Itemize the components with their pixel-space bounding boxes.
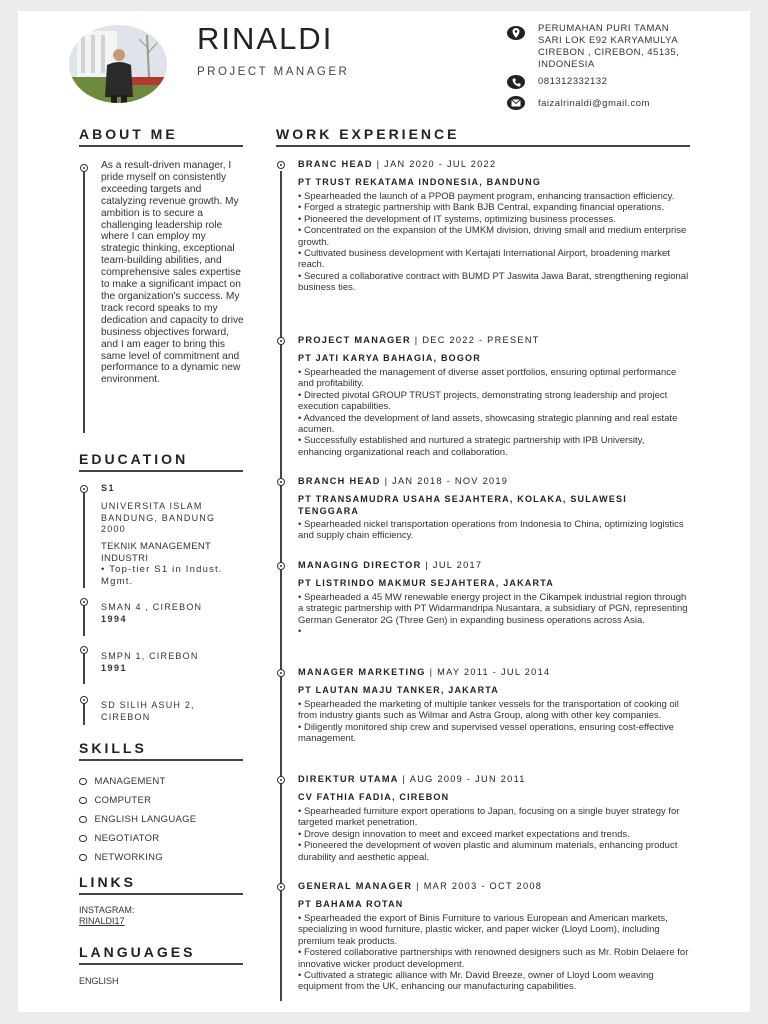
company-name: PT TRANSAMUDRA USAHA SEJAHTERA, KOLAKA, SULAWESI TENGGARA xyxy=(298,494,627,516)
address-line: SARI LOK E92 KARYAMULYA xyxy=(538,35,679,46)
job-bullet: • Forged a strategic partnership with Bank BJB Central, expanding financial operations. xyxy=(298,202,665,214)
job-description xyxy=(298,806,690,863)
separator: | xyxy=(416,881,420,891)
education-note: • Top-tier S1 in Indust. Mgmt. xyxy=(101,564,223,587)
skill-item xyxy=(79,791,196,810)
education-item xyxy=(101,602,202,626)
job-role: PROJECT MANAGER xyxy=(298,335,411,345)
job-header xyxy=(298,159,496,169)
skill-ring-icon xyxy=(79,797,87,805)
job-description xyxy=(298,699,690,745)
divider xyxy=(79,963,243,965)
job-role: MANAGER MARKETING xyxy=(298,667,426,677)
timeline-dot xyxy=(80,696,88,704)
timeline-line xyxy=(83,606,85,636)
divider xyxy=(79,893,243,895)
education-item xyxy=(101,651,199,675)
job-bullet: • Spearheaded the management of diverse asset portfolios, ensuring optimal performance and profitability. xyxy=(298,367,677,390)
timeline-dot xyxy=(277,562,285,570)
resume-page xyxy=(18,11,750,1012)
email-address[interactable]: faizalrinaldi@gmail.com xyxy=(538,98,650,109)
education-school: UNIVERSITA ISLAM BANDUNG, BANDUNG xyxy=(101,500,216,523)
skill-ring-icon xyxy=(79,835,87,843)
company-name: PT BAHAMA ROTAN xyxy=(298,899,404,909)
timeline-dot xyxy=(277,161,285,169)
education-item xyxy=(101,700,221,724)
job-bullet: • xyxy=(298,626,302,638)
timeline-dot xyxy=(80,646,88,654)
job-description xyxy=(298,519,690,542)
job-header xyxy=(298,335,540,345)
work-heading: WORK EXPERIENCE xyxy=(276,126,460,142)
job-bullet: • Pioneered the development of woven plastic and aluminum materials, enhancing product durability and aesthetic appeal. xyxy=(298,840,678,863)
address-line: CIREBON , CIREBON, 45135, xyxy=(538,47,680,58)
company-name: PT JATI KARYA BAHAGIA, BOGOR xyxy=(298,353,481,363)
address xyxy=(538,23,679,71)
job-bullet: • Secured a collaborative contract with BUMD PT Jaswita Jawa Barat, strengthening regional business ties. xyxy=(298,270,689,294)
skill-ring-icon xyxy=(79,854,87,862)
timeline-dot xyxy=(277,776,285,784)
education-item xyxy=(101,483,251,587)
skill-item xyxy=(79,772,196,791)
divider xyxy=(79,759,243,761)
education-level: S1 xyxy=(101,483,116,493)
job-bullet: • Concentrated on the expansion of the UMKM division, driving small and medium enterprise growth. xyxy=(298,225,687,248)
job-role: MANAGING DIRECTOR xyxy=(298,560,422,570)
timeline-dot xyxy=(277,669,285,677)
timeline-line xyxy=(280,171,282,1001)
job-header xyxy=(298,881,542,891)
job-bullet: • Spearheaded the export of Binis Furniture to various European and American markets, specializing in wood furniture, plastic wicker, and paper wicker (Lloyd Loom), including premium teak products. xyxy=(298,913,668,947)
about-heading: ABOUT ME xyxy=(79,126,178,142)
avatar xyxy=(69,25,167,103)
job-role: BRANCH HEAD xyxy=(298,476,381,486)
address-line: PERUMAHAN PURI TAMAN xyxy=(538,23,670,34)
skill-label: MANAGEMENT xyxy=(94,776,166,787)
job-bullet: • Diligently monitored ship crew and supervised vessel operations, ensuring cost-effective management. xyxy=(298,721,674,745)
job-bullet: • Fostered collaborative partnerships with renowned designers such as Mr. Robin Delaere for innovative wicker product development. xyxy=(298,947,689,970)
job-bullet: • Drove design innovation to meet and exceed market expectations and trends. xyxy=(298,828,630,840)
language-item: ENGLISH xyxy=(79,976,119,986)
job-bullet: • Spearheaded nickel transportation operations from Indonesia to China, optimizing logistics and supply chain efficiency. xyxy=(298,519,684,542)
divider xyxy=(79,470,243,472)
about-text: As a result-driven manager, I pride myself on consistently exceeding targets and catalyzing revenue growth. My ambition is to secure a challenging leadership role where I can employ my strategic thinking, exceptional team-building abilities, and comprehensive sales expertise to make a significant impact on the organization's success. My track record speaks to my dedication and capacity to drive business objectives forward, and I am eager to bring this same level of commitment and performance to a dynamic new environment. xyxy=(101,160,244,386)
company-name: PT TRUST REKATAMA INDONESIA, BANDUNG xyxy=(298,177,542,187)
skill-item xyxy=(79,829,196,848)
education-year: 2000 xyxy=(101,524,126,535)
education-school: SMAN 4 , CIREBON xyxy=(101,602,203,612)
timeline-line xyxy=(83,166,85,433)
job-header xyxy=(298,667,550,677)
job-bullet: • Spearheaded the launch of a PPOB payment program, enhancing transaction efficiency. xyxy=(298,191,675,202)
timeline-dot xyxy=(277,478,285,486)
separator: | xyxy=(384,476,389,486)
email-icon xyxy=(507,96,525,110)
skill-label: NEGOTIATOR xyxy=(94,833,160,844)
timeline-dot xyxy=(277,883,285,891)
separator: | xyxy=(425,560,430,570)
phone-icon xyxy=(507,75,525,89)
job-dates: JAN 2020 - JUL 2022 xyxy=(384,159,497,169)
links-label: INSTAGRAM: xyxy=(79,905,135,915)
job-dates: MAR 2003 - OCT 2008 xyxy=(423,881,543,891)
job-title: PROJECT MANAGER xyxy=(197,66,350,78)
education-heading: EDUCATION xyxy=(79,451,189,467)
timeline-dot xyxy=(277,337,285,345)
job-bullet: • Directed pivotal GROUP TRUST projects, demonstrating strong leadership and project execution capabilities. xyxy=(298,389,668,413)
job-description xyxy=(298,367,690,458)
company-name: CV FATHIA FADIA, CIREBON xyxy=(298,792,450,802)
job-bullet: • Spearheaded the marketing of multiple tanker vessels for the transportation of cooking oil from industry giants such as Wilmar and Astra Group, along with other key companies. xyxy=(298,699,679,722)
skills-list xyxy=(79,772,196,867)
education-major: TEKNIK MANAGEMENT INDUSTRI xyxy=(101,541,211,564)
job-role: DIREKTUR UTAMA xyxy=(298,774,399,784)
job-bullet: • Spearheaded furniture export operations to Japan, focusing on a single buyer strategy for targeted market penetration. xyxy=(298,806,680,829)
skill-ring-icon xyxy=(79,816,87,824)
job-bullet: • Spearheaded a 45 MW renewable energy project in the Cikampek industrial region through a strategic partnership with PT Widarmandripa Nusantara, a subsidiary of PGN, representing German Generator 2G (Three Gen) in expanding business operations across Asia. xyxy=(298,592,688,626)
skill-label: ENGLISH LANGUAGE xyxy=(94,814,197,825)
job-description xyxy=(298,913,690,993)
languages-heading: LANGUAGES xyxy=(79,944,196,960)
job-dates: DEC 2022 - PRESENT xyxy=(422,335,540,345)
skill-label: NETWORKING xyxy=(94,852,163,863)
job-bullet: • Successfully established and nurtured a strategic partnership with IPB University, enhancing organizational reach and collaboration. xyxy=(298,435,645,458)
skill-item xyxy=(79,810,196,829)
job-bullet: • Pioneered the development of IT systems, optimizing business processes. xyxy=(298,213,616,225)
timeline-dot xyxy=(80,598,88,606)
instagram-link[interactable]: RINALDI17 xyxy=(79,916,125,926)
skill-ring-icon xyxy=(79,778,87,786)
education-year: 1994 xyxy=(101,613,128,624)
timeline-dot xyxy=(80,164,88,172)
links-heading: LINKS xyxy=(79,874,136,890)
job-role: GENERAL MANAGER xyxy=(298,881,413,891)
timeline-dot xyxy=(80,485,88,493)
job-header xyxy=(298,560,482,570)
job-header xyxy=(298,476,508,486)
location-icon xyxy=(507,26,525,40)
job-description xyxy=(298,191,690,294)
divider xyxy=(79,145,243,147)
job-description xyxy=(298,592,690,638)
phone-number[interactable]: 081312332132 xyxy=(538,76,608,87)
education-year: 1991 xyxy=(101,662,128,673)
job-role: BRANC HEAD xyxy=(298,159,373,169)
job-dates: JUL 2017 xyxy=(432,560,483,570)
education-school: SD SILIH ASUH 2, CIREBON xyxy=(101,700,195,722)
divider xyxy=(276,145,690,147)
separator: | xyxy=(376,159,381,169)
job-bullet: • Advanced the development of land assets, showcasing strategic planning and real estate acumen. xyxy=(298,412,678,436)
skill-item xyxy=(79,848,196,867)
company-name: PT LISTRINDO MAKMUR SEJAHTERA, JAKARTA xyxy=(298,578,554,588)
timeline-line xyxy=(83,491,85,588)
name-heading: RINALDI xyxy=(197,21,334,56)
timeline-line xyxy=(83,703,85,725)
job-dates: AUG 2009 - JUN 2011 xyxy=(409,774,526,784)
separator: | xyxy=(402,774,406,784)
address-line: INDONESIA xyxy=(538,59,595,70)
separator: | xyxy=(414,335,419,345)
job-bullet: • Cultivated business development with Kertajati International Airport, broadening market reach. xyxy=(298,248,670,271)
skill-label: COMPUTER xyxy=(94,795,152,806)
job-dates: MAY 2011 - JUL 2014 xyxy=(437,667,551,677)
job-dates: JAN 2018 - NOV 2019 xyxy=(392,476,509,486)
separator: | xyxy=(429,667,434,677)
company-name: PT LAUTAN MAJU TANKER, JAKARTA xyxy=(298,685,499,695)
job-header xyxy=(298,774,526,784)
education-school: SMPN 1, CIREBON xyxy=(101,651,199,661)
skills-heading: SKILLS xyxy=(79,740,147,756)
job-bullet: • Cultivated a strategic alliance with Mr. David Breeze, owner of Lloyd Loom weaving equipment from the UK, enhancing our manufacturing capabilities. xyxy=(298,970,654,993)
timeline-line xyxy=(83,654,85,684)
